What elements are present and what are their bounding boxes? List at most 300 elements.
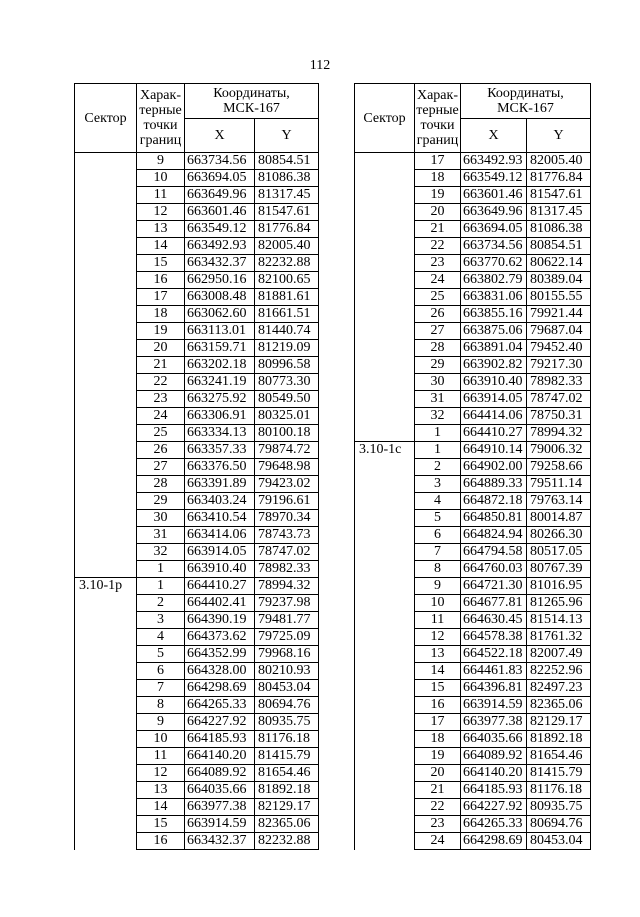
x-coordinate-cell: 663202.18	[185, 357, 255, 374]
table-header	[75, 84, 319, 153]
x-coordinate-cell: 664390.19	[185, 612, 255, 629]
header-points	[415, 84, 461, 153]
sector-cell	[355, 306, 415, 323]
table-row	[75, 816, 319, 833]
x-coordinate-cell: 663902.82	[461, 357, 527, 374]
x-coordinate-cell: 664227.92	[185, 714, 255, 731]
x-coordinate-cell: 663492.93	[461, 153, 527, 170]
sector-cell	[75, 187, 137, 204]
x-coordinate-cell: 663914.59	[185, 816, 255, 833]
y-coordinate-cell: 78994.32	[255, 578, 319, 595]
x-coordinate-cell: 664578.38	[461, 629, 527, 646]
sector-cell	[355, 782, 415, 799]
table-row	[75, 680, 319, 697]
y-coordinate-cell: 79196.61	[255, 493, 319, 510]
header-coordinates-line1: Координаты,	[487, 86, 564, 101]
x-coordinate-cell: 664227.92	[461, 799, 527, 816]
sector-cell	[75, 765, 137, 782]
point-number-cell: 22	[415, 238, 461, 255]
sector-cell	[355, 391, 415, 408]
sector-cell	[355, 561, 415, 578]
y-coordinate-cell: 79452.40	[527, 340, 591, 357]
x-coordinate-cell: 664298.69	[461, 833, 527, 850]
x-coordinate-cell: 664328.00	[185, 663, 255, 680]
table-row	[355, 459, 591, 476]
point-number-cell: 13	[137, 782, 185, 799]
sector-cell	[355, 357, 415, 374]
point-number-cell: 31	[137, 527, 185, 544]
table-row	[75, 510, 319, 527]
sector-cell	[355, 646, 415, 663]
y-coordinate-cell: 80935.75	[527, 799, 591, 816]
point-number-cell: 4	[415, 493, 461, 510]
sector-cell	[355, 187, 415, 204]
header-coordinates-line1: Координаты,	[213, 86, 290, 101]
table-row	[355, 782, 591, 799]
y-coordinate-cell: 79511.14	[527, 476, 591, 493]
point-number-cell: 3	[137, 612, 185, 629]
x-coordinate-cell: 663159.71	[185, 340, 255, 357]
header-points-line: границ	[139, 133, 182, 148]
sector-cell	[75, 442, 137, 459]
y-coordinate-cell: 81654.46	[527, 748, 591, 765]
header-coordinates	[461, 84, 591, 119]
x-coordinate-cell: 664352.99	[185, 646, 255, 663]
table-row	[75, 476, 319, 493]
table-row	[75, 765, 319, 782]
point-number-cell: 18	[415, 731, 461, 748]
table-row	[355, 170, 591, 187]
point-number-cell: 14	[137, 799, 185, 816]
header-coordinates	[185, 84, 319, 119]
point-number-cell: 22	[415, 799, 461, 816]
table-row	[75, 187, 319, 204]
header-x: X	[461, 119, 527, 153]
table-row	[75, 527, 319, 544]
table-row	[75, 544, 319, 561]
x-coordinate-cell: 663376.50	[185, 459, 255, 476]
sector-cell	[355, 510, 415, 527]
x-coordinate-cell: 663357.33	[185, 442, 255, 459]
point-number-cell: 4	[137, 629, 185, 646]
x-coordinate-cell: 663062.60	[185, 306, 255, 323]
point-number-cell: 24	[415, 272, 461, 289]
y-coordinate-cell: 81440.74	[255, 323, 319, 340]
table-row	[75, 833, 319, 850]
y-coordinate-cell: 81176.18	[255, 731, 319, 748]
table-row	[355, 629, 591, 646]
y-coordinate-cell: 79423.02	[255, 476, 319, 493]
table-row	[355, 578, 591, 595]
y-coordinate-cell: 79921.44	[527, 306, 591, 323]
y-coordinate-cell: 80453.04	[255, 680, 319, 697]
x-coordinate-cell: 664410.27	[461, 425, 527, 442]
point-number-cell: 17	[415, 153, 461, 170]
sector-cell	[355, 527, 415, 544]
x-coordinate-cell: 664089.92	[185, 765, 255, 782]
y-coordinate-cell: 82365.06	[255, 816, 319, 833]
sector-cell	[355, 170, 415, 187]
x-coordinate-cell: 663410.54	[185, 510, 255, 527]
x-coordinate-cell: 664902.00	[461, 459, 527, 476]
coordinates-table-left	[74, 83, 319, 850]
table-row	[355, 289, 591, 306]
point-number-cell: 25	[415, 289, 461, 306]
x-coordinate-cell: 663977.38	[461, 714, 527, 731]
point-number-cell: 17	[415, 714, 461, 731]
sector-cell	[355, 323, 415, 340]
y-coordinate-cell: 80694.76	[255, 697, 319, 714]
y-coordinate-cell: 80517.05	[527, 544, 591, 561]
table-row	[355, 442, 591, 459]
x-coordinate-cell: 663601.46	[461, 187, 527, 204]
y-coordinate-cell: 81514.13	[527, 612, 591, 629]
y-coordinate-cell: 79687.04	[527, 323, 591, 340]
sector-cell	[75, 323, 137, 340]
table-row	[75, 799, 319, 816]
y-coordinate-cell: 81317.45	[527, 204, 591, 221]
x-coordinate-cell: 664872.18	[461, 493, 527, 510]
x-coordinate-cell: 664721.30	[461, 578, 527, 595]
header-points-line: точки	[143, 118, 178, 133]
sector-cell	[355, 476, 415, 493]
sector-cell	[75, 221, 137, 238]
sector-cell	[75, 289, 137, 306]
point-number-cell: 1	[137, 561, 185, 578]
sector-cell	[355, 595, 415, 612]
sector-cell	[75, 153, 137, 170]
table-row	[75, 408, 319, 425]
y-coordinate-cell: 80996.58	[255, 357, 319, 374]
point-number-cell: 13	[415, 646, 461, 663]
point-number-cell: 3	[415, 476, 461, 493]
sector-cell	[355, 612, 415, 629]
y-coordinate-cell: 80694.76	[527, 816, 591, 833]
y-coordinate-cell: 81547.61	[255, 204, 319, 221]
y-coordinate-cell: 81415.79	[255, 748, 319, 765]
sector-cell	[355, 425, 415, 442]
sector-cell	[75, 697, 137, 714]
point-number-cell: 18	[415, 170, 461, 187]
table-row	[355, 221, 591, 238]
x-coordinate-cell: 664461.83	[461, 663, 527, 680]
table-row	[355, 816, 591, 833]
x-coordinate-cell: 663008.48	[185, 289, 255, 306]
y-coordinate-cell: 78747.02	[255, 544, 319, 561]
table-row	[355, 238, 591, 255]
x-coordinate-cell: 663306.91	[185, 408, 255, 425]
coordinates-table-right	[354, 83, 591, 850]
x-coordinate-cell: 663275.92	[185, 391, 255, 408]
x-coordinate-cell: 664414.06	[461, 408, 527, 425]
x-coordinate-cell: 663831.06	[461, 289, 527, 306]
sector-cell	[75, 646, 137, 663]
x-coordinate-cell: 663802.79	[461, 272, 527, 289]
table-row	[355, 833, 591, 850]
sector-cell	[355, 255, 415, 272]
y-coordinate-cell: 80014.87	[527, 510, 591, 527]
x-coordinate-cell: 663914.59	[461, 697, 527, 714]
y-coordinate-cell: 78750.31	[527, 408, 591, 425]
header-points-line: Харак-	[139, 88, 181, 103]
point-number-cell: 12	[137, 765, 185, 782]
y-coordinate-cell: 81892.18	[527, 731, 591, 748]
x-coordinate-cell: 663492.93	[185, 238, 255, 255]
table-row	[75, 374, 319, 391]
table-row	[75, 425, 319, 442]
table-header	[355, 84, 591, 153]
x-coordinate-cell: 664402.41	[185, 595, 255, 612]
table-row	[355, 340, 591, 357]
y-coordinate-cell: 81761.32	[527, 629, 591, 646]
point-number-cell: 21	[415, 221, 461, 238]
y-coordinate-cell: 80549.50	[255, 391, 319, 408]
y-coordinate-cell: 80854.51	[255, 153, 319, 170]
sector-cell	[355, 289, 415, 306]
point-number-cell: 5	[415, 510, 461, 527]
x-coordinate-cell: 663549.12	[461, 170, 527, 187]
point-number-cell: 23	[415, 816, 461, 833]
y-coordinate-cell: 82497.23	[527, 680, 591, 697]
y-coordinate-cell: 82232.88	[255, 833, 319, 850]
point-number-cell: 27	[137, 459, 185, 476]
point-number-cell: 12	[137, 204, 185, 221]
header-coordinates-line2: МСК-167	[223, 101, 280, 116]
point-number-cell: 30	[137, 510, 185, 527]
x-coordinate-cell: 664185.93	[461, 782, 527, 799]
table-row	[75, 663, 319, 680]
table-row	[355, 714, 591, 731]
sector-cell	[75, 357, 137, 374]
point-number-cell: 24	[137, 408, 185, 425]
y-coordinate-cell: 80453.04	[527, 833, 591, 850]
point-number-cell: 8	[137, 697, 185, 714]
y-coordinate-cell: 81086.38	[527, 221, 591, 238]
point-number-cell: 2	[415, 459, 461, 476]
sector-cell	[355, 204, 415, 221]
x-coordinate-cell: 664035.66	[185, 782, 255, 799]
point-number-cell: 32	[415, 408, 461, 425]
sector-cell	[355, 374, 415, 391]
y-coordinate-cell: 79648.98	[255, 459, 319, 476]
y-coordinate-cell: 82007.49	[527, 646, 591, 663]
table-row	[355, 748, 591, 765]
sector-cell	[75, 255, 137, 272]
header-points	[137, 84, 185, 153]
sector-cell	[75, 782, 137, 799]
sector-cell	[355, 221, 415, 238]
table-row	[75, 646, 319, 663]
y-coordinate-cell: 81086.38	[255, 170, 319, 187]
y-coordinate-cell: 81317.45	[255, 187, 319, 204]
x-coordinate-cell: 664265.33	[185, 697, 255, 714]
y-coordinate-cell: 82129.17	[527, 714, 591, 731]
table-row	[75, 289, 319, 306]
table-row	[75, 493, 319, 510]
y-coordinate-cell: 81661.51	[255, 306, 319, 323]
table-row	[355, 595, 591, 612]
sector-cell	[75, 493, 137, 510]
point-number-cell: 23	[137, 391, 185, 408]
table-row	[355, 272, 591, 289]
header-y: Y	[527, 119, 591, 153]
table-row	[75, 697, 319, 714]
table-row	[355, 731, 591, 748]
point-number-cell: 16	[415, 697, 461, 714]
sector-cell	[75, 629, 137, 646]
y-coordinate-cell: 82252.96	[527, 663, 591, 680]
y-coordinate-cell: 78982.33	[255, 561, 319, 578]
y-coordinate-cell: 81265.96	[527, 595, 591, 612]
sector-cell	[75, 204, 137, 221]
y-coordinate-cell: 79258.66	[527, 459, 591, 476]
x-coordinate-cell: 663910.40	[461, 374, 527, 391]
point-number-cell: 15	[137, 255, 185, 272]
point-number-cell: 9	[415, 578, 461, 595]
point-number-cell: 19	[415, 748, 461, 765]
x-coordinate-cell: 664630.45	[461, 612, 527, 629]
point-number-cell: 21	[137, 357, 185, 374]
header-points-line: Харак-	[416, 88, 458, 103]
y-coordinate-cell: 79481.77	[255, 612, 319, 629]
x-coordinate-cell: 662950.16	[185, 272, 255, 289]
sector-cell	[75, 799, 137, 816]
x-coordinate-cell: 664265.33	[461, 816, 527, 833]
point-number-cell: 19	[137, 323, 185, 340]
y-coordinate-cell: 79217.30	[527, 357, 591, 374]
y-coordinate-cell: 81219.09	[255, 340, 319, 357]
point-number-cell: 28	[137, 476, 185, 493]
x-coordinate-cell: 663549.12	[185, 221, 255, 238]
sector-cell	[75, 425, 137, 442]
point-number-cell: 11	[137, 187, 185, 204]
table-row	[355, 391, 591, 408]
sector-cell	[75, 272, 137, 289]
point-number-cell: 11	[137, 748, 185, 765]
table-row	[75, 306, 319, 323]
sector-cell	[355, 340, 415, 357]
x-coordinate-cell: 664794.58	[461, 544, 527, 561]
table-body	[355, 153, 591, 850]
sector-cell	[355, 493, 415, 510]
y-coordinate-cell: 81176.18	[527, 782, 591, 799]
x-coordinate-cell: 663432.37	[185, 833, 255, 850]
x-coordinate-cell: 664850.81	[461, 510, 527, 527]
table-row	[75, 170, 319, 187]
point-number-cell: 10	[137, 170, 185, 187]
sector-cell	[75, 833, 137, 850]
table-row	[75, 221, 319, 238]
point-number-cell: 21	[415, 782, 461, 799]
point-number-cell: 29	[137, 493, 185, 510]
table-row	[355, 544, 591, 561]
point-number-cell: 2	[137, 595, 185, 612]
header-y: Y	[255, 119, 319, 153]
table-row	[355, 187, 591, 204]
y-coordinate-cell: 81776.84	[255, 221, 319, 238]
table-row	[355, 374, 591, 391]
point-number-cell: 14	[137, 238, 185, 255]
x-coordinate-cell: 663414.06	[185, 527, 255, 544]
sector-cell: 3.10-1с	[355, 442, 415, 459]
table-row	[75, 238, 319, 255]
table-row	[75, 391, 319, 408]
x-coordinate-cell: 663855.16	[461, 306, 527, 323]
sector-cell	[75, 408, 137, 425]
sector-cell	[75, 561, 137, 578]
point-number-cell: 6	[415, 527, 461, 544]
table-row	[355, 204, 591, 221]
y-coordinate-cell: 79763.14	[527, 493, 591, 510]
x-coordinate-cell: 664373.62	[185, 629, 255, 646]
x-coordinate-cell: 663914.05	[461, 391, 527, 408]
sector-cell	[355, 799, 415, 816]
point-number-cell: 27	[415, 323, 461, 340]
table-row	[355, 408, 591, 425]
header-coordinates-line2: МСК-167	[497, 101, 554, 116]
point-number-cell: 7	[415, 544, 461, 561]
point-number-cell: 8	[415, 561, 461, 578]
y-coordinate-cell: 80266.30	[527, 527, 591, 544]
sector-cell	[75, 595, 137, 612]
point-number-cell: 1	[415, 442, 461, 459]
sector-cell	[75, 306, 137, 323]
x-coordinate-cell: 663649.96	[185, 187, 255, 204]
table-row	[355, 323, 591, 340]
x-coordinate-cell: 663403.24	[185, 493, 255, 510]
point-number-cell: 22	[137, 374, 185, 391]
x-coordinate-cell: 663891.04	[461, 340, 527, 357]
sector-cell	[355, 238, 415, 255]
point-number-cell: 17	[137, 289, 185, 306]
x-coordinate-cell: 664396.81	[461, 680, 527, 697]
point-number-cell: 20	[415, 765, 461, 782]
y-coordinate-cell: 81881.61	[255, 289, 319, 306]
sector-cell	[75, 748, 137, 765]
y-coordinate-cell: 78982.33	[527, 374, 591, 391]
point-number-cell: 9	[137, 153, 185, 170]
table-row	[355, 510, 591, 527]
sector-cell	[355, 697, 415, 714]
header-sector: Сектор	[355, 84, 415, 153]
sector-cell	[75, 544, 137, 561]
y-coordinate-cell: 78970.34	[255, 510, 319, 527]
table-row	[75, 595, 319, 612]
sector-cell	[355, 408, 415, 425]
sector-cell	[75, 170, 137, 187]
y-coordinate-cell: 80325.01	[255, 408, 319, 425]
y-coordinate-cell: 78743.73	[255, 527, 319, 544]
point-number-cell: 25	[137, 425, 185, 442]
point-number-cell: 9	[137, 714, 185, 731]
table-row	[75, 578, 319, 595]
table-row	[355, 646, 591, 663]
table-row	[355, 680, 591, 697]
x-coordinate-cell: 663910.40	[185, 561, 255, 578]
point-number-cell: 28	[415, 340, 461, 357]
point-number-cell: 6	[137, 663, 185, 680]
sector-cell	[75, 510, 137, 527]
sector-cell	[355, 833, 415, 850]
y-coordinate-cell: 81654.46	[255, 765, 319, 782]
table-row	[75, 782, 319, 799]
x-coordinate-cell: 663649.96	[461, 204, 527, 221]
table-row	[355, 765, 591, 782]
y-coordinate-cell: 79725.09	[255, 629, 319, 646]
y-coordinate-cell: 80773.30	[255, 374, 319, 391]
point-number-cell: 1	[415, 425, 461, 442]
y-coordinate-cell: 82005.40	[255, 238, 319, 255]
